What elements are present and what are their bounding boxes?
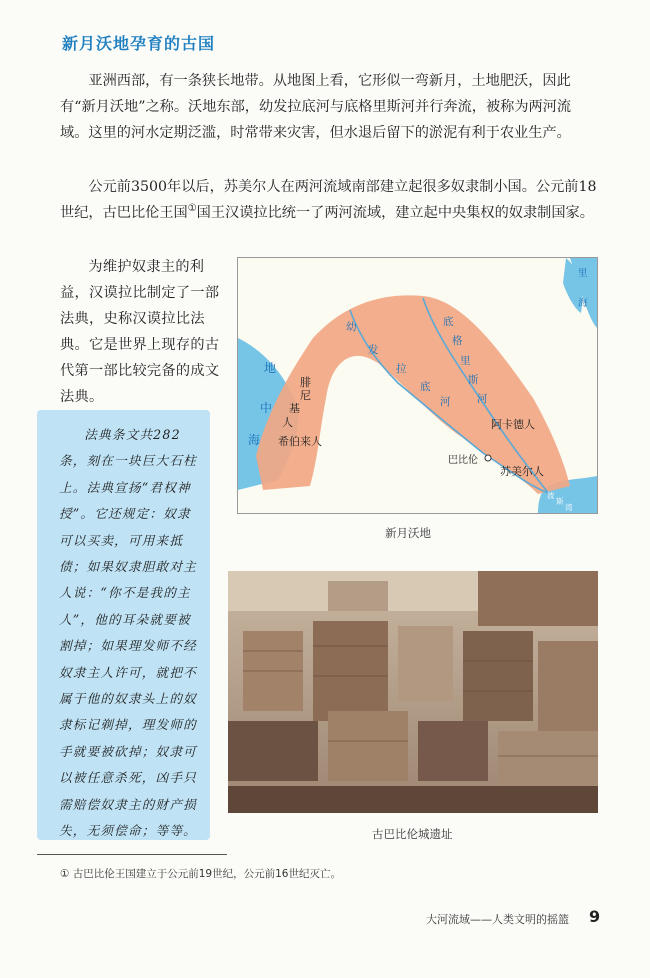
- svg-text:底: 底: [443, 316, 454, 328]
- running-footer: 大河流域——人类文明的摇篮: [426, 913, 569, 926]
- babylon-ruins-photo: [228, 571, 598, 813]
- svg-text:幼: 幼: [346, 321, 357, 333]
- map-graphic: [238, 258, 597, 513]
- footnote-marker: ①: [187, 203, 197, 214]
- paragraph-babylon-part2: 国王汉谟拉比统一了两河流域，建立起中央集权的奴隶制国家。: [196, 205, 594, 221]
- ruins-photo-graphic: [228, 571, 598, 813]
- photo-caption: 古巴比伦城遗址: [372, 827, 453, 841]
- svg-text:海: 海: [578, 298, 588, 309]
- svg-text:尼: 尼: [300, 389, 311, 402]
- fertile-crescent-map: [237, 257, 598, 514]
- svg-text:斯: 斯: [468, 374, 479, 386]
- paragraph-babylon-part1: 公元前3500年以后，苏美尔人在两河流域南部建立起很多奴隶制小国。公元前18世纪，古巴比伦王国: [60, 179, 597, 221]
- akkadians-label: 阿卡德人: [491, 418, 535, 431]
- svg-text:格: 格: [452, 335, 463, 347]
- svg-text:斯: 斯: [556, 497, 564, 506]
- hebrews-label: 希伯来人: [278, 435, 322, 448]
- svg-text:海: 海: [248, 433, 261, 447]
- sidebar-note-text: 法典条文共282条，刻在一块巨大石柱上。法典宣扬“君权神授”。它还规定：奴隶可以买卖，可用来抵债；如果奴隶胆敢对主人说：“你不是我的主人”，他的耳朵就要被割掉；如果理发师不经奴隶主人许可，就把不属于他的奴隶头上的奴隶标记剃掉，理发师的手就要被砍掉；奴隶可以被任意杀死，凶手只需赔偿奴隶主的财产损失，无须偿命；等等。: [59, 427, 197, 839]
- map-caption: 新月沃地: [385, 526, 431, 540]
- svg-text:里: 里: [460, 355, 471, 367]
- paragraph-babylon: [60, 174, 605, 228]
- svg-text:地: 地: [264, 361, 277, 375]
- svg-text:河: 河: [440, 396, 451, 408]
- sidebar-note-box: [37, 410, 210, 840]
- sumerians-label: 苏美尔人: [500, 465, 544, 478]
- paragraph-code-of-hammurabi: 为维护奴隶主的利益，汉谟拉比制定了一部法典，史称汉谟拉比法典。它是世界上现存的古代第一部比较完备的成文法典。: [60, 259, 220, 405]
- svg-text:底: 底: [420, 381, 431, 393]
- page-number: 9: [589, 907, 601, 926]
- svg-text:拉: 拉: [396, 363, 407, 375]
- svg-text:湾: 湾: [565, 503, 573, 512]
- footnote: ① 古巴比伦王国建立于公元前19世纪，公元前16世纪灭亡。: [60, 868, 341, 880]
- babylon-label: 巴比伦: [448, 455, 478, 466]
- paragraph-fertile-crescent: 亚洲西部，有一条狭长地带。从地图上看，它形似一弯新月，土地肥沃，因此有“新月沃地”之称。沃地东部，幼发拉底河与底格里斯河并行奔流，被称为两河流域。这里的河水定期泛滥，时常带来灾害，但水退后留下的淤泥有利于农业生产。: [60, 73, 572, 141]
- svg-text:中: 中: [260, 401, 273, 415]
- svg-text:基: 基: [289, 402, 300, 415]
- svg-text:发: 发: [368, 344, 379, 356]
- svg-text:波: 波: [547, 491, 555, 500]
- babylon-marker: [485, 455, 491, 461]
- svg-text:里: 里: [578, 268, 588, 279]
- svg-text:人: 人: [282, 416, 293, 429]
- section-title: 新月沃地孕育的古国: [62, 34, 216, 53]
- footnote-divider: [37, 854, 227, 855]
- svg-text:河: 河: [477, 393, 488, 405]
- svg-text:腓: 腓: [300, 376, 311, 389]
